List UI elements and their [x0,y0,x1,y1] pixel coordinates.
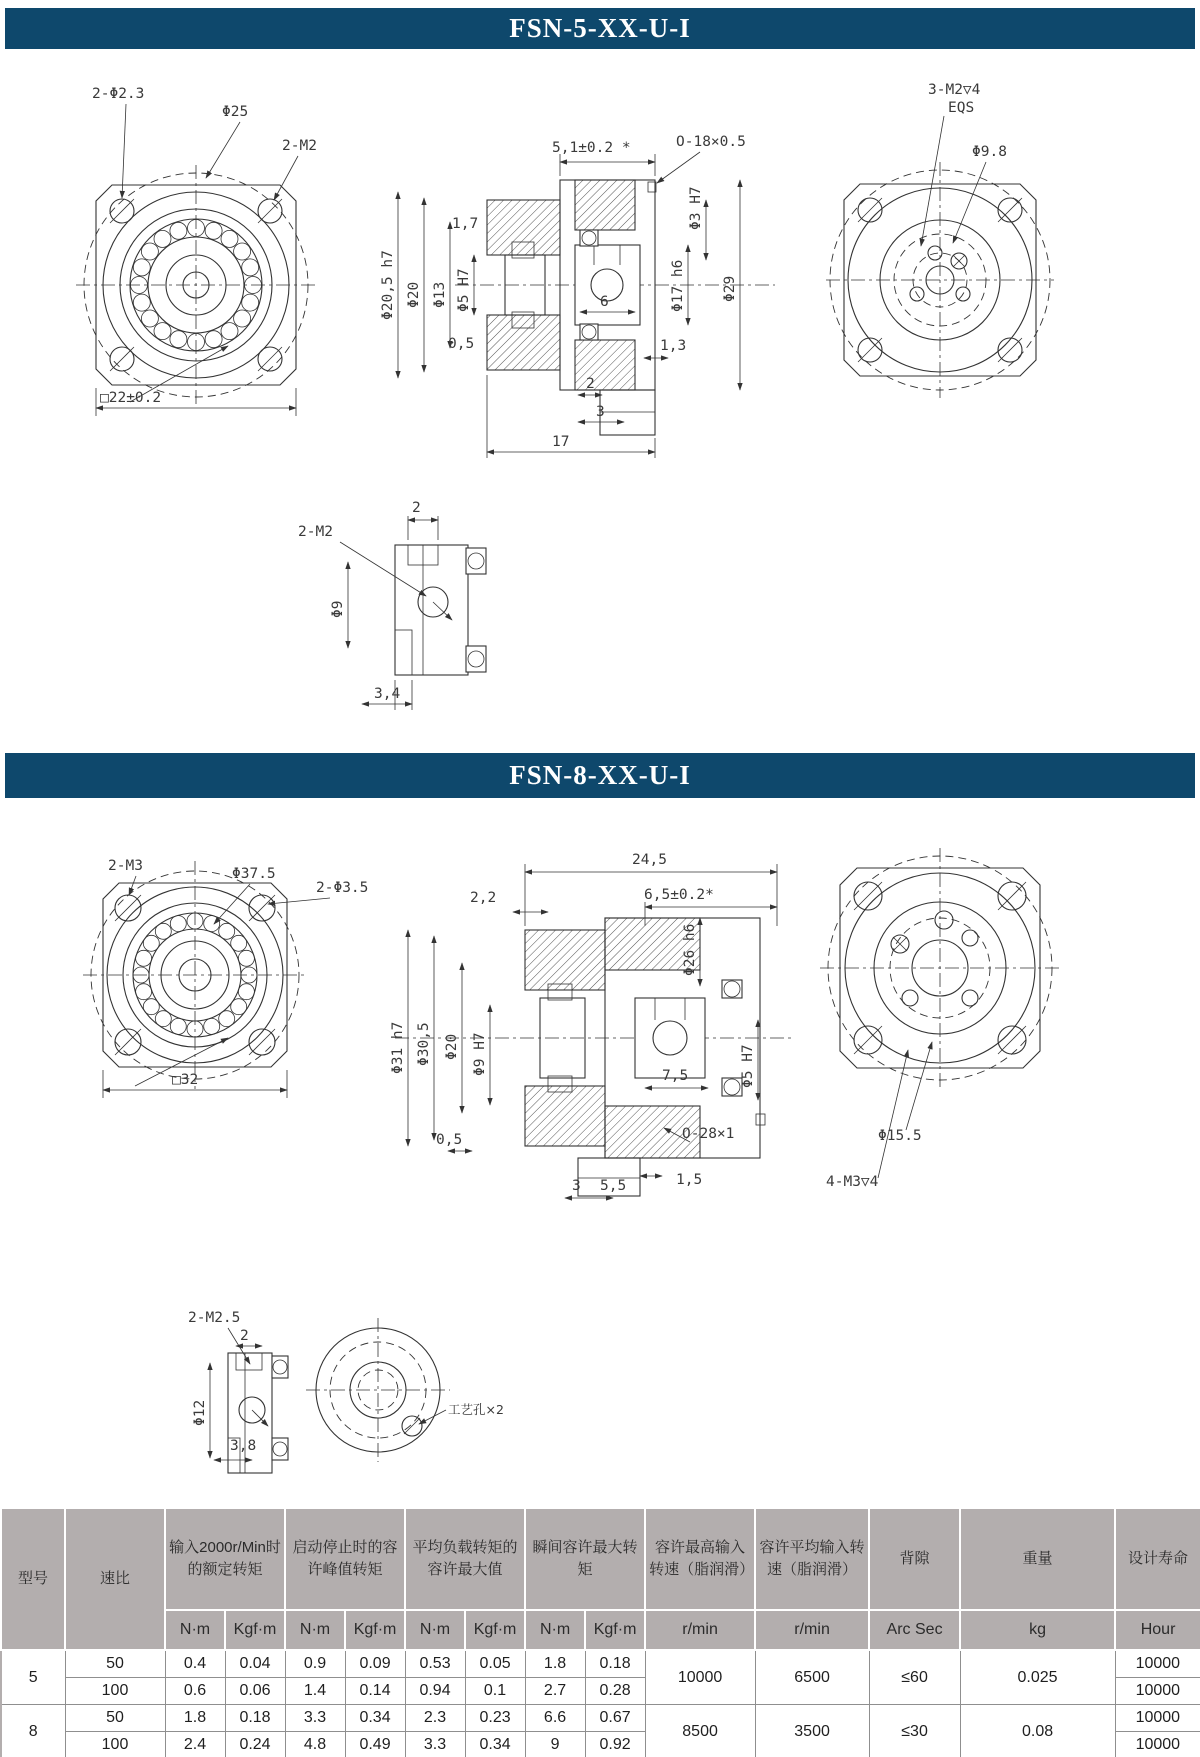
fsn8-back-pilot-label: Φ15.5 [878,1128,922,1144]
fsn8-back-view [820,848,1060,1190]
avg-speed-cell: 3500 [755,1705,869,1757]
fsn5-section-d2-label: Φ20 [406,281,422,308]
life-cell: 10000 [1115,1678,1200,1705]
fsn8-section-s1-label: 3 [572,1178,581,1194]
fsn8-section-hubbore-label: 7,5 [662,1068,689,1084]
col-weight: 重量 [960,1508,1115,1610]
fsn8-section-dbore-label: Φ9 H7 [472,1032,488,1076]
fsn8-front-boltcircle-label: Φ37.5 [232,866,276,882]
fsn5-section-oring-label: O-18×0.5 [676,134,746,150]
unit-kgfm: Kgf·m [465,1610,525,1650]
fsn5-back-pilot-label: Φ9.8 [972,144,1007,160]
fsn5-section-t1-label: 1,7 [452,216,479,232]
fsn8-section-view [390,852,795,1198]
unit-kg: kg [960,1610,1115,1650]
fsn5-detail-view [298,500,486,710]
fsn5-front-threads-label: 2-M2 [282,138,317,154]
unit-hour: Hour [1115,1610,1200,1650]
unit-nm: N·m [285,1610,345,1650]
col-avg-torque: 平均负载转矩的容许最大值 [405,1508,525,1610]
unit-nm: N·m [165,1610,225,1650]
unit-nm: N·m [405,1610,465,1650]
unit-nm: N·m [525,1610,585,1650]
fsn5-detail-b-label: 3,4 [374,686,401,702]
fsn5-front-view [76,86,317,416]
fsn8-section-d2-label: Φ30,5 [416,1022,432,1066]
fsn8-back-threads-label: 4-M3▽4 [826,1174,879,1190]
fsn5-front-square-label: □22±0.2 [100,390,162,406]
back-small-holes [891,911,978,1006]
fsn8-section-s2-label: 5,5 [600,1178,627,1194]
fsn5-section-hubbore-label: 6 [600,294,609,310]
fsn5-section-s3-label: 3 [596,404,605,420]
fsn5-detail-w-label: 2 [412,500,421,516]
fsn8-detail-b-label: 3,8 [230,1438,257,1454]
section1-title: FSN-5-XX-U-I [509,13,691,43]
col-max-speed: 容许最高输入转速（脂润滑） [645,1508,755,1610]
fsn8-section-t1-label: 2,2 [470,890,497,906]
fsn5-section-view [380,134,775,458]
fsn5-section-s2-label: 2 [586,376,595,392]
fsn8-section-widthtop-label: 6,5±0.2* [644,887,714,903]
fsn8-detail-d-label: Φ12 [192,1399,208,1426]
max-speed-cell: 8500 [645,1705,755,1757]
fsn8-section-s3-label: 1,5 [676,1172,703,1188]
fsn8-detail-view [188,1310,504,1473]
avg-speed-cell: 6500 [755,1650,869,1705]
fsn5-front-holes-label: 2-Φ2.3 [92,86,145,102]
fsn5-section-dflange-label: Φ29 [722,275,738,302]
unit-rmin: r/min [645,1610,755,1650]
section2-title: FSN-8-XX-U-I [509,760,691,790]
col-life: 设计寿命 [1115,1508,1200,1610]
weight-cell: 0.08 [960,1705,1115,1757]
col-ratio: 速比 [65,1508,165,1650]
table-row: 100 2.4 0.24 4.8 0.49 3.3 0.34 9 0.92 10000 [1,1732,1200,1757]
col-rated-torque: 输入2000r/Min时的额定转矩 [165,1508,285,1610]
fsn5-detail-d-label: Φ9 [330,600,346,618]
fsn8-detail-note-label: 工艺孔×2 [448,1402,504,1417]
table-row: 5 50 0.4 0.04 0.9 0.09 0.53 0.05 1.8 0.18 10000 6500 ≤60 0.025 10000 [1,1650,1200,1678]
unit-kgfm: Kgf·m [585,1610,645,1650]
fsn5-section-t2-label: 0,5 [448,336,475,352]
table-row: 8 50 1.8 0.18 3.3 0.34 2.3 0.23 6.6 0.67 8500 3500 ≤30 0.08 10000 [1,1705,1200,1732]
fsn5-section-widthtop-label: 5,1±0.2 * [552,140,631,156]
col-max-torque: 瞬间容许最大转矩 [525,1508,645,1610]
section1-title-bar [5,8,1195,49]
fsn8-front-view [83,858,368,1098]
col-peak-torque: 启动停止时的容许峰值转矩 [285,1508,405,1610]
unit-kgfm: Kgf·m [225,1610,285,1650]
fsn8-section-douter-label: Φ31 h7 [390,1021,406,1074]
col-backlash: 背隙 [869,1508,960,1610]
unit-arcsec: Arc Sec [869,1610,960,1650]
life-cell: 10000 [1115,1650,1200,1678]
fsn5-section-dhub-label: Φ17 h6 [670,259,686,312]
backlash-cell: ≤30 [869,1705,960,1757]
unit-rmin: r/min [755,1610,869,1650]
backlash-cell: ≤60 [869,1650,960,1705]
fsn8-front-holes-label: 2-Φ3.5 [316,880,369,896]
model-cell: 8 [1,1705,65,1757]
fsn8-front-threads-label: 2-M3 [108,858,143,874]
fsn5-drawings [0,50,1200,750]
fsn8-front-square-label: □32 [172,1072,199,1088]
model-cell: 5 [1,1650,65,1705]
fsn5-section-douter-label: Φ20,5 h7 [380,250,396,320]
fsn5-back-eqs-label: EQS [948,100,975,116]
unit-kgfm: Kgf·m [345,1610,405,1650]
fsn5-section-s1-label: 1,3 [660,338,687,354]
fsn8-drawings [0,798,1200,1490]
life-cell: 10000 [1115,1705,1200,1732]
fsn5-front-boltcircle-label: Φ25 [222,104,249,120]
fsn5-detail-threads-label: 2-M2 [298,524,333,540]
table-unit-row [1,1610,1200,1650]
fsn8-detail-threads-label: 2-M2.5 [188,1310,241,1326]
weight-cell: 0.025 [960,1650,1115,1705]
fsn5-section-dbore-label: Φ5 H7 [456,268,472,312]
fsn8-section-d3-label: Φ20 [444,1033,460,1060]
table-group-header-row [1,1508,1200,1610]
fsn5-section-d3-label: Φ13 [432,281,448,308]
fsn5-back-view [826,82,1054,398]
life-cell: 10000 [1115,1732,1200,1757]
table-row: 100 0.6 0.06 1.4 0.14 0.94 0.1 2.7 0.28 10000 [1,1678,1200,1705]
fsn8-detail-w-label: 2 [240,1328,249,1344]
col-avg-speed: 容许平均输入转速（脂润滑） [755,1508,869,1610]
fsn8-section-dhub-label: Φ26 h6 [682,923,698,976]
fsn5-section-total-label: 17 [552,434,570,450]
section2-title-bar [5,753,1195,798]
fsn8-section-total-label: 24,5 [632,852,667,868]
fsn5-back-threads-label: 3-M2▽4 [928,82,981,98]
col-model: 型号 [1,1508,65,1650]
spec-table [0,1507,1200,1757]
fsn8-section-t2-label: 0,5 [436,1132,463,1148]
max-speed-cell: 10000 [645,1650,755,1705]
fsn8-section-dpilot-label: Φ5 H7 [740,1044,756,1088]
fsn8-section-oring-label: O-28×1 [682,1126,735,1142]
fsn5-section-dpilot-label: Φ3 H7 [688,186,704,230]
